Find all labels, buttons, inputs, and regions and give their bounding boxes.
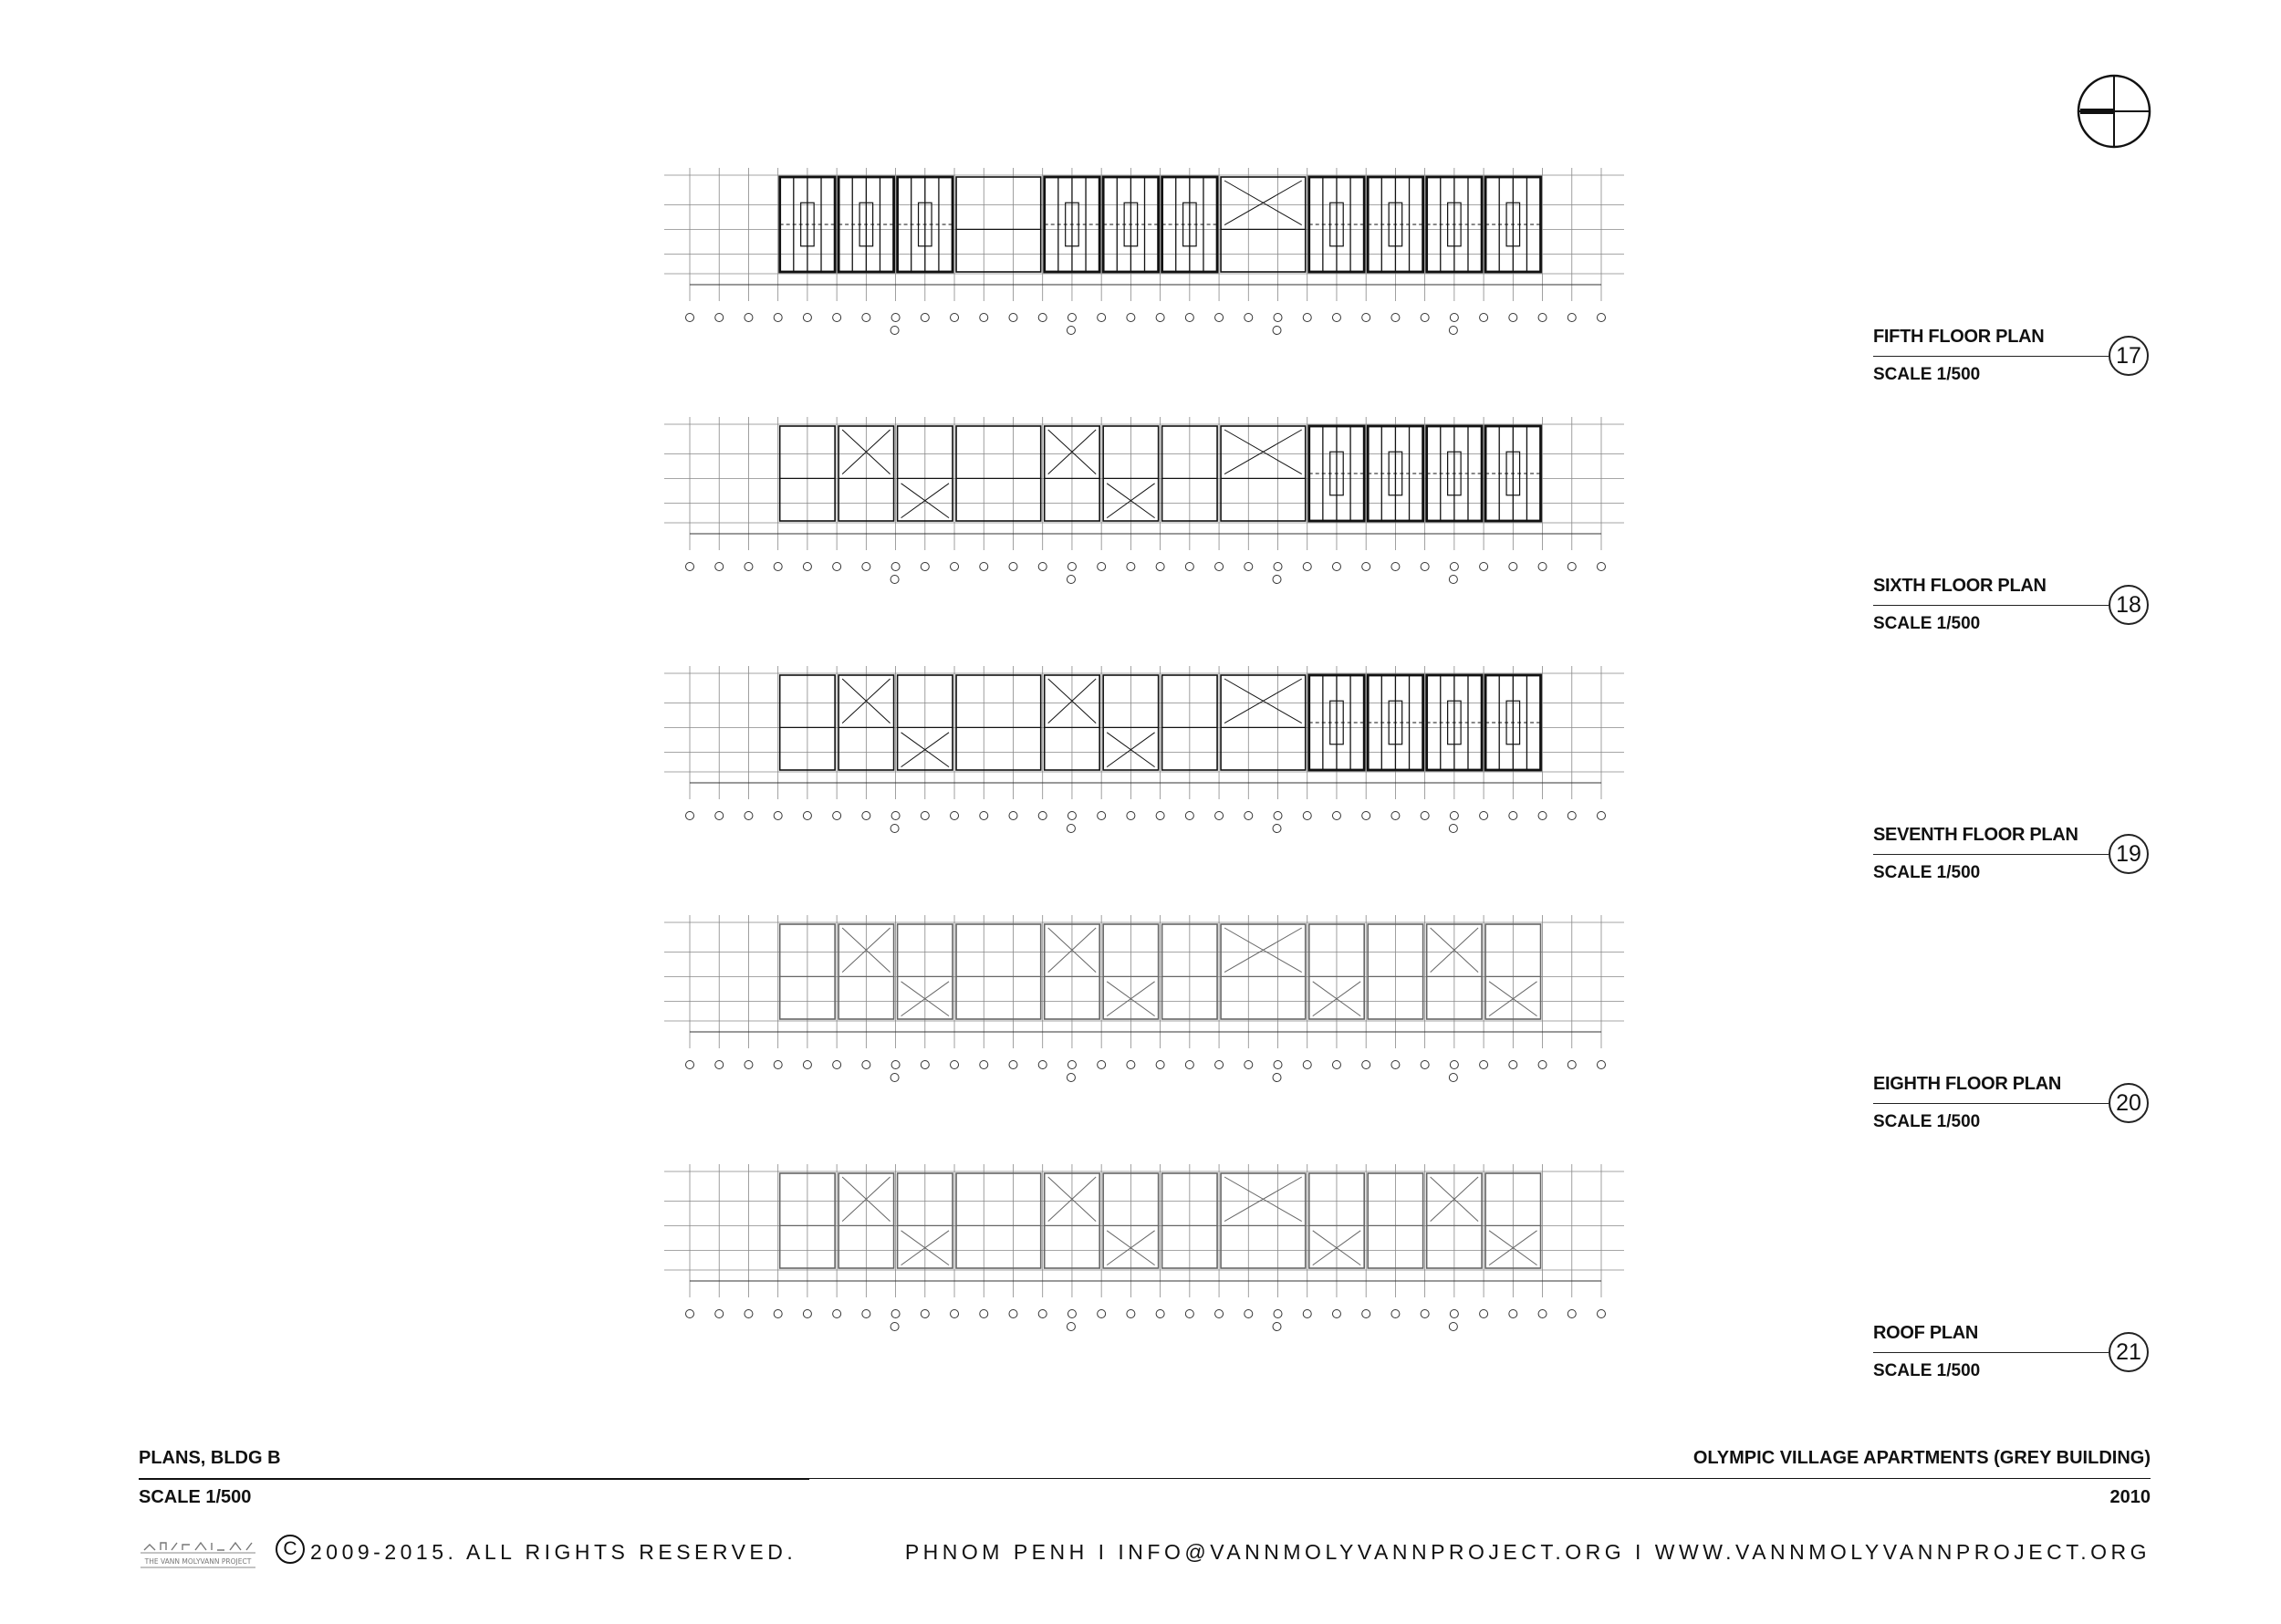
grid-bubble <box>1215 314 1224 322</box>
project-title: OLYMPIC VILLAGE APARTMENTS (GREY BUILDING) <box>1693 1448 2151 1468</box>
grid-bubble <box>1185 1061 1193 1069</box>
sheet-title: PLANS, BLDG B <box>139 1448 281 1468</box>
sheet-scale: SCALE 1/500 <box>139 1487 252 1507</box>
grid-bubble <box>686 1061 694 1069</box>
plan-scale: SCALE 1/500 <box>1873 614 1981 633</box>
void-cross <box>1224 928 1302 973</box>
grid-bubble <box>1156 1061 1164 1069</box>
grid-bubble <box>1421 1310 1429 1318</box>
void-cross <box>1224 1177 1302 1222</box>
grid-bubble <box>951 1061 959 1069</box>
project-year: 2010 <box>2109 1487 2151 1507</box>
grid-bubble <box>1009 314 1017 322</box>
grid-bubble <box>803 812 811 820</box>
grid-bubble <box>1185 1310 1193 1318</box>
grid-bubble <box>1391 1310 1400 1318</box>
grid-bubble <box>862 563 870 571</box>
grid-bubble <box>833 563 841 571</box>
grid-bubble <box>1538 812 1547 820</box>
grid-bubble <box>1127 812 1135 820</box>
grid-bubble <box>921 1061 929 1069</box>
grid-bubble <box>1274 1310 1282 1318</box>
grid-bubble <box>1421 1061 1429 1069</box>
grid-bubble <box>1009 1310 1017 1318</box>
grid-bubble <box>1273 576 1281 584</box>
plan-scale: SCALE 1/500 <box>1873 365 1981 384</box>
grid-bubble <box>774 812 782 820</box>
contact-line: PHNOM PENH I INFO@VANNMOLYVANNPROJECT.ORG I WWW.VANNMOLYVANNPROJECT.ORG <box>904 1540 2151 1564</box>
void-cross <box>1224 430 1302 474</box>
grid-bubble <box>891 1061 900 1069</box>
grid-bubble <box>745 812 753 820</box>
grid-bubble <box>715 314 724 322</box>
grid-bubble <box>1098 1061 1106 1069</box>
grid-bubble <box>774 563 782 571</box>
grid-bubble <box>715 563 724 571</box>
bay-outline <box>956 924 1041 1019</box>
grid-bubble <box>1274 314 1282 322</box>
plan-number-bubble: 20 <box>2109 1083 2149 1123</box>
grid-bubble <box>1480 1061 1488 1069</box>
grid-bubble <box>1421 812 1429 820</box>
grid-bubble <box>1038 1310 1047 1318</box>
grid-bubble <box>803 1061 811 1069</box>
plan-title-rule <box>1873 605 2109 606</box>
void-cross <box>1224 181 1302 225</box>
grid-bubble <box>833 812 841 820</box>
grid-bubble <box>833 1061 841 1069</box>
grid-bubble <box>1362 1061 1370 1069</box>
plan-title: SEVENTH FLOOR PLAN <box>1873 825 2078 845</box>
grid-bubble <box>1538 563 1547 571</box>
grid-bubble <box>1098 1310 1106 1318</box>
grid-bubble <box>1450 1310 1458 1318</box>
grid-bubble <box>1274 812 1282 820</box>
grid-bubble <box>1185 563 1193 571</box>
grid-bubble <box>1009 812 1017 820</box>
grid-bubble <box>1215 1061 1224 1069</box>
grid-bubble <box>1038 812 1047 820</box>
plan-title-rule <box>1873 1352 2109 1353</box>
grid-bubble <box>1568 812 1576 820</box>
grid-bubble <box>803 563 811 571</box>
grid-bubble <box>1362 1310 1370 1318</box>
grid-bubble <box>1156 812 1164 820</box>
grid-bubble <box>1480 1310 1488 1318</box>
grid-bubble <box>980 314 988 322</box>
bay-outline <box>956 675 1041 770</box>
grid-bubble <box>1185 812 1193 820</box>
grid-bubble <box>921 563 929 571</box>
grid-bubble <box>1009 1061 1017 1069</box>
floor-plan-18 <box>664 417 1624 584</box>
plan-title: FIFTH FLOOR PLAN <box>1873 327 2045 347</box>
grid-bubble <box>833 1310 841 1318</box>
grid-bubble <box>1449 576 1457 584</box>
grid-bubble <box>1098 314 1106 322</box>
grid-bubble <box>1303 1061 1311 1069</box>
vann-molyvann-project-logo-icon <box>139 1537 257 1570</box>
grid-bubble <box>1068 314 1076 322</box>
grid-bubble <box>1009 563 1017 571</box>
plan-number-bubble: 19 <box>2109 834 2149 874</box>
bay-outline <box>956 426 1041 521</box>
plan-title-rule <box>1873 356 2109 357</box>
grid-bubble <box>862 1061 870 1069</box>
grid-bubble <box>1274 563 1282 571</box>
grid-bubble <box>1245 1310 1253 1318</box>
grid-bubble <box>686 314 694 322</box>
grid-bubble <box>1538 1310 1547 1318</box>
plan-title: SIXTH FLOOR PLAN <box>1873 576 2047 596</box>
grid-bubble <box>1127 1310 1135 1318</box>
grid-bubble <box>1421 314 1429 322</box>
title-block-rule-left <box>139 1478 809 1480</box>
grid-bubble <box>1098 563 1106 571</box>
grid-bubble <box>951 563 959 571</box>
grid-bubble <box>1127 314 1135 322</box>
floor-plan-19 <box>664 666 1624 833</box>
grid-bubble <box>862 1310 870 1318</box>
plan-title-rule <box>1873 1103 2109 1104</box>
grid-bubble <box>891 812 900 820</box>
grid-bubble <box>921 812 929 820</box>
grid-bubble <box>1391 1061 1400 1069</box>
grid-bubble <box>1215 812 1224 820</box>
grid-bubble <box>1450 314 1458 322</box>
grid-bubble <box>891 314 900 322</box>
bay-outline <box>1221 1173 1306 1268</box>
grid-bubble <box>862 314 870 322</box>
plan-title: EIGHTH FLOOR PLAN <box>1873 1074 2062 1094</box>
grid-bubble <box>951 812 959 820</box>
grid-bubble <box>1391 812 1400 820</box>
plan-number-bubble: 18 <box>2109 585 2149 625</box>
grid-bubble <box>1274 1061 1282 1069</box>
grid-bubble <box>1068 563 1076 571</box>
bay-outline <box>1221 177 1306 272</box>
plan-scale: SCALE 1/500 <box>1873 1361 1981 1380</box>
grid-bubble <box>1245 812 1253 820</box>
floor-plan-20 <box>664 915 1624 1082</box>
grid-bubble <box>1215 563 1224 571</box>
grid-bubble <box>745 563 753 571</box>
grid-bubble <box>1273 825 1281 833</box>
grid-bubble <box>745 314 753 322</box>
bay-outline <box>1221 675 1306 770</box>
grid-bubble <box>1568 1061 1576 1069</box>
grid-bubble <box>686 1310 694 1318</box>
grid-bubble <box>1332 563 1340 571</box>
grid-bubble <box>715 812 724 820</box>
grid-bubble <box>1245 1061 1253 1069</box>
grid-bubble <box>891 576 899 584</box>
grid-bubble <box>1156 314 1164 322</box>
grid-bubble <box>1068 1310 1076 1318</box>
grid-bubble <box>921 314 929 322</box>
grid-bubble <box>1067 576 1075 584</box>
copyright-text: 2009-2015. ALL RIGHTS RESERVED. <box>310 1540 797 1564</box>
grid-bubble <box>686 812 694 820</box>
grid-bubble <box>980 1310 988 1318</box>
grid-bubble <box>1421 563 1429 571</box>
grid-bubble <box>1067 825 1075 833</box>
grid-bubble <box>1038 314 1047 322</box>
grid-bubble <box>1391 563 1400 571</box>
grid-bubble <box>1449 327 1457 335</box>
grid-bubble <box>862 812 870 820</box>
grid-bubble <box>1127 1061 1135 1069</box>
grid-bubble <box>1068 1061 1076 1069</box>
grid-bubble <box>951 1310 959 1318</box>
plan-number-bubble: 21 <box>2109 1332 2149 1372</box>
grid-bubble <box>1449 825 1457 833</box>
grid-bubble <box>715 1310 724 1318</box>
grid-bubble <box>1450 812 1458 820</box>
grid-bubble <box>1538 314 1547 322</box>
grid-bubble <box>1598 314 1606 322</box>
grid-bubble <box>921 1310 929 1318</box>
grid-bubble <box>891 563 900 571</box>
grid-bubble <box>1509 812 1517 820</box>
grid-bubble <box>1245 314 1253 322</box>
grid-bubble <box>1480 563 1488 571</box>
grid-bubble <box>774 1061 782 1069</box>
grid-bubble <box>1362 314 1370 322</box>
grid-bubble <box>980 1061 988 1069</box>
grid-bubble <box>1391 314 1400 322</box>
void-cross <box>1224 679 1302 724</box>
bay-outline <box>1221 426 1306 521</box>
grid-bubble <box>1068 812 1076 820</box>
grid-bubble <box>1598 1061 1606 1069</box>
plan-number-bubble: 17 <box>2109 336 2149 376</box>
bay-outline <box>956 177 1041 272</box>
grid-bubble <box>891 1074 899 1082</box>
floor-plans <box>664 168 1624 1331</box>
copyright-icon: C <box>276 1535 305 1564</box>
grid-bubble <box>1245 563 1253 571</box>
grid-bubble <box>1303 563 1311 571</box>
grid-bubble <box>803 1310 811 1318</box>
bay-outline <box>1221 924 1306 1019</box>
grid-bubble <box>1509 314 1517 322</box>
title-block-rule-right <box>809 1478 2151 1479</box>
plan-title-rule <box>1873 854 2109 855</box>
grid-bubble <box>891 327 899 335</box>
grid-bubble <box>1538 1061 1547 1069</box>
grid-bubble <box>1332 314 1340 322</box>
grid-bubble <box>1067 327 1075 335</box>
floor-plan-21 <box>664 1164 1624 1331</box>
grid-bubble <box>980 812 988 820</box>
grid-bubble <box>1067 1323 1075 1331</box>
grid-bubble <box>1480 812 1488 820</box>
grid-bubble <box>833 314 841 322</box>
grid-bubble <box>1273 1074 1281 1082</box>
grid-bubble <box>1127 563 1135 571</box>
grid-bubble <box>1568 1310 1576 1318</box>
grid-bubble <box>1303 314 1311 322</box>
grid-bubble <box>745 1061 753 1069</box>
grid-bubble <box>774 1310 782 1318</box>
grid-bubble <box>1303 812 1311 820</box>
grid-bubble <box>1156 563 1164 571</box>
grid-bubble <box>803 314 811 322</box>
grid-bubble <box>1332 812 1340 820</box>
grid-bubble <box>745 1310 753 1318</box>
grid-bubble <box>1362 563 1370 571</box>
grid-bubble <box>1509 1310 1517 1318</box>
grid-bubble <box>686 563 694 571</box>
plan-title: ROOF PLAN <box>1873 1323 1979 1343</box>
grid-bubble <box>1332 1061 1340 1069</box>
grid-bubble <box>1362 812 1370 820</box>
svg-text:THE VANN MOLYVANN PROJECT: THE VANN MOLYVANN PROJECT <box>144 1557 252 1566</box>
plan-scale: SCALE 1/500 <box>1873 863 1981 882</box>
grid-bubble <box>1509 1061 1517 1069</box>
grid-bubble <box>1598 563 1606 571</box>
grid-bubble <box>891 1310 900 1318</box>
grid-bubble <box>891 825 899 833</box>
grid-bubble <box>1038 1061 1047 1069</box>
plan-scale: SCALE 1/500 <box>1873 1112 1981 1131</box>
grid-bubble <box>1480 314 1488 322</box>
grid-bubble <box>715 1061 724 1069</box>
bay-outline <box>956 1173 1041 1268</box>
grid-bubble <box>1450 563 1458 571</box>
grid-bubble <box>1273 327 1281 335</box>
grid-bubble <box>1038 563 1047 571</box>
grid-bubble <box>1156 1310 1164 1318</box>
grid-bubble <box>1185 314 1193 322</box>
grid-bubble <box>1449 1074 1457 1082</box>
north-arrow-icon <box>2076 73 2152 150</box>
grid-bubble <box>1598 812 1606 820</box>
floor-plan-17 <box>664 168 1624 335</box>
grid-bubble <box>1067 1074 1075 1082</box>
grid-bubble <box>1509 563 1517 571</box>
grid-bubble <box>1332 1310 1340 1318</box>
grid-bubble <box>951 314 959 322</box>
grid-bubble <box>980 563 988 571</box>
grid-bubble <box>891 1323 899 1331</box>
grid-bubble <box>1568 314 1576 322</box>
grid-bubble <box>774 314 782 322</box>
grid-bubble <box>1273 1323 1281 1331</box>
grid-bubble <box>1450 1061 1458 1069</box>
grid-bubble <box>1215 1310 1224 1318</box>
grid-bubble <box>1568 563 1576 571</box>
grid-bubble <box>1449 1323 1457 1331</box>
grid-bubble <box>1098 812 1106 820</box>
grid-bubble <box>1598 1310 1606 1318</box>
grid-bubble <box>1303 1310 1311 1318</box>
